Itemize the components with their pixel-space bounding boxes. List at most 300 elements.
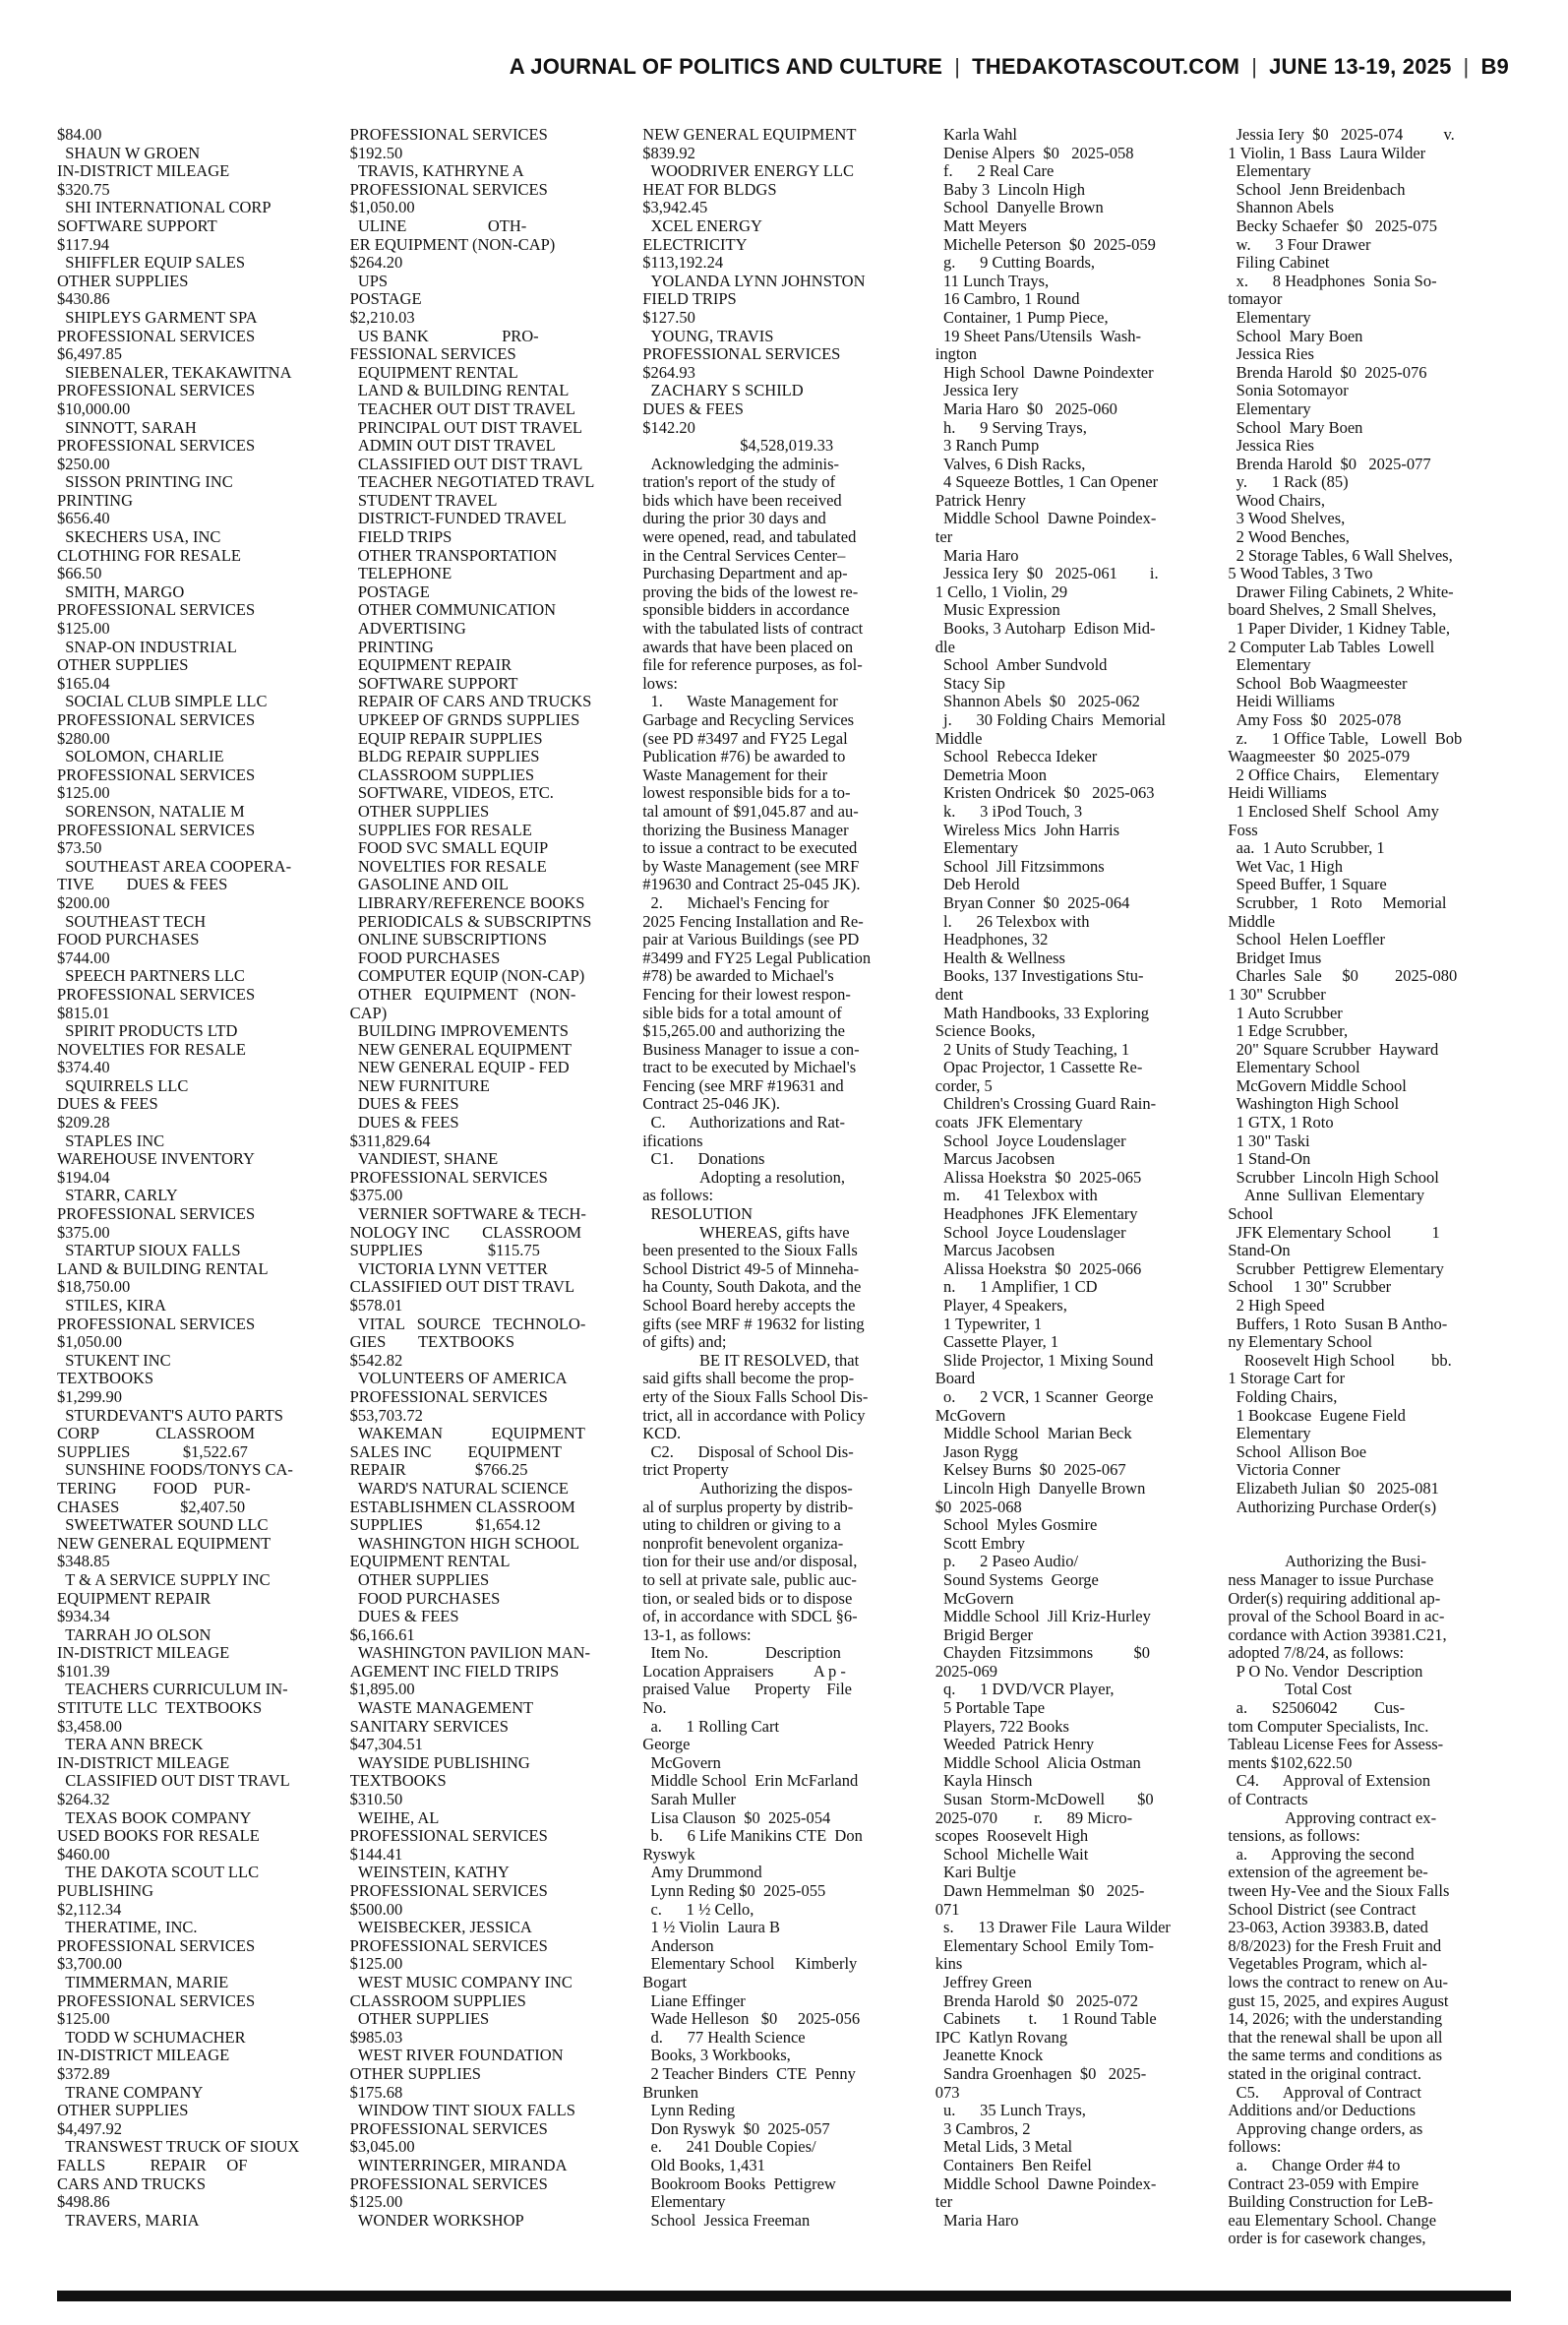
text-line: $264.93 — [642, 362, 695, 382]
text-line: lows: — [642, 673, 678, 693]
text-line: School Helen Loeffler — [1228, 930, 1385, 949]
text-line: as follows: — [642, 1186, 714, 1205]
text-line: b. 6 Life Manikins CTE Don — [642, 1826, 863, 1846]
text-line: LIBRARY/REFERENCE BOOKS — [349, 892, 585, 912]
text-line: SHIPLEYS GARMENT SPA — [57, 307, 258, 327]
text-line: #78) be awarded to Michael's — [642, 966, 834, 986]
text-line: FOOD PURCHASES — [349, 948, 501, 967]
text-line: OTHER COMMUNICATION — [349, 600, 557, 620]
text-line: STARTUP SIOUX FALLS — [57, 1241, 241, 1260]
text-line: Jessia Iery $0 2025-074 v. — [1228, 126, 1455, 144]
text-line: $744.00 — [57, 948, 110, 967]
text-line: Fencing for their lowest respon- — [642, 984, 851, 1004]
text-line: LAND & BUILDING RENTAL — [349, 381, 570, 400]
text-line: Cabinets t. 1 Round Table — [935, 2009, 1157, 2029]
text-line: BUILDING IMPROVEMENTS — [349, 1021, 569, 1041]
text-line: Sarah Muller — [642, 1790, 737, 1809]
text-line: School — [1228, 1204, 1274, 1224]
text-line: School Bob Waagmeester — [1228, 673, 1408, 693]
text-line: FOOD PURCHASES — [57, 930, 200, 949]
text-line: al of surplus property by distrib- — [642, 1497, 854, 1516]
text-line: $2,112.34 — [57, 1899, 122, 1919]
text-line: $280.00 — [57, 728, 110, 748]
text-line: during the prior 30 days and — [642, 509, 826, 528]
text-line: FIELD TRIPS — [349, 527, 452, 547]
text-line: Lincoln High Danyelle Brown — [935, 1478, 1146, 1498]
text-line: TRAVIS, KATHRYNE A — [349, 161, 524, 181]
text-line: $165.04 — [57, 673, 110, 693]
text-line: Tableau License Fees for Assess- — [1228, 1735, 1444, 1754]
text-line: Location Appraisers A p - — [642, 1661, 846, 1681]
text-line: u. 35 Lunch Trays, — [935, 2101, 1086, 2120]
text-line: corder, 5 — [935, 1075, 993, 1095]
text-line: $192.50 — [349, 143, 403, 162]
text-line: tomayor — [1228, 289, 1283, 309]
text-line: 13-1, as follows: — [642, 1624, 752, 1644]
text-line: STURDEVANT'S AUTO PARTS — [57, 1405, 283, 1425]
text-line: w. 3 Four Drawer — [1228, 234, 1371, 254]
text-line: COMPUTER EQUIP (NON-CAP) — [349, 966, 585, 986]
text-line: Liane Effinger — [642, 1990, 746, 2010]
text-line: Middle School Jill Kriz-Hurley — [935, 1607, 1151, 1626]
text-line: Shannon Abels $0 2025-062 — [935, 692, 1140, 711]
text-line: EQUIPMENT REPAIR — [57, 1588, 211, 1608]
text-line: gifts (see MRF # 19632 for listing — [642, 1314, 865, 1333]
text-line: lows the contract to renew on Au- — [1228, 1972, 1448, 1991]
text-line: Jessica Iery — [935, 381, 1019, 400]
text-line: Opac Projector, 1 Cassette Re- — [935, 1058, 1143, 1077]
text-line: SORENSON, NATALIE M — [57, 801, 245, 821]
text-line: P O No. Vendor Description — [1228, 1661, 1423, 1681]
text-line: OTHER SUPPLIES — [57, 655, 189, 675]
text-line: Foss — [1228, 820, 1258, 839]
text-line: PROFESSIONAL SERVICES — [57, 1314, 256, 1333]
text-line: 5 Portable Tape — [935, 1698, 1046, 1718]
text-line: WAKEMAN EQUIPMENT — [349, 1424, 585, 1443]
text-line: Drawer Filing Cabinets, 2 White- — [1228, 581, 1454, 601]
text-line: RESOLUTION — [642, 1204, 754, 1224]
text-line: pair at Various Buildings (see PD — [642, 930, 860, 949]
text-line: CLASSROOM SUPPLIES — [349, 1990, 526, 2010]
text-line: CLASSIFIED OUT DIST TRAVL — [349, 454, 583, 473]
issue-date: JUNE 13-19, 2025 — [1269, 54, 1452, 79]
text-line: Shannon Abels — [1228, 198, 1335, 217]
text-line: g. 9 Cutting Boards, — [935, 253, 1096, 273]
column-3 — [642, 126, 926, 2281]
text-line: Wet Vac, 1 High — [1228, 856, 1343, 876]
text-line: Lynn Reding $0 2025-055 — [642, 1881, 826, 1900]
text-line: PROFESSIONAL SERVICES — [57, 381, 256, 400]
text-line: PROFESSIONAL SERVICES — [349, 1881, 548, 1900]
text-line: PROFESSIONAL SERVICES — [349, 126, 548, 144]
text-line: a. S2506042 Cus- — [1228, 1698, 1406, 1718]
column-2 — [350, 126, 633, 2281]
text-line: IN-DISTRICT MILEAGE — [57, 1752, 230, 1772]
text-line: tom Computer Specialists, Inc. — [1228, 1716, 1429, 1736]
text-line: PRINTING — [349, 637, 434, 656]
text-line: $1,050.00 — [57, 1332, 122, 1352]
text-line: 1 Auto Scrubber — [1228, 1003, 1343, 1022]
text-line: 14, 2026; with the understanding — [1228, 2009, 1443, 2029]
text-line: that the renewal shall be upon all — [1228, 2027, 1443, 2047]
text-line: $125.00 — [57, 2009, 110, 2029]
text-line: DISTRICT-FUNDED TRAVEL — [349, 509, 567, 528]
text-line: PROFESSIONAL SERVICES — [57, 820, 256, 839]
text-line: $113,192.24 — [642, 253, 724, 273]
text-line: Books, 137 Investigations Stu- — [935, 966, 1144, 986]
text-line: SQUIRRELS LLC — [57, 1075, 189, 1095]
text-line: PROFESSIONAL SERVICES — [349, 2118, 548, 2138]
text-line: SKECHERS USA, INC — [57, 527, 221, 547]
text-line: No. — [642, 1698, 667, 1718]
text-line: a. Approving the second — [1228, 1844, 1415, 1864]
text-line: TEACHER NEGOTIATED TRAVL — [349, 472, 595, 492]
text-line: praised Value Property File — [642, 1680, 852, 1699]
text-line: e. 241 Double Copies/ — [642, 2137, 816, 2157]
text-line: Kristen Ondricek $0 2025-063 — [935, 783, 1155, 803]
text-line: Speed Buffer, 1 Square — [1228, 875, 1387, 894]
text-line: VITAL SOURCE TECHNOLO- — [349, 1314, 586, 1333]
header-separator: | — [1463, 54, 1470, 79]
text-line: Elementary — [1228, 1424, 1311, 1443]
text-line: $815.01 — [57, 1003, 110, 1022]
text-line: McGovern — [935, 1588, 1014, 1608]
text-line: CLASSROOM SUPPLIES — [349, 765, 535, 784]
text-line: YOUNG, TRAVIS — [642, 326, 774, 345]
text-line: TIVE DUES & FEES — [57, 875, 228, 894]
text-line: FIELD TRIPS — [642, 289, 737, 309]
text-line: y. 1 Rack (85) — [1228, 472, 1349, 492]
text-line: of Contracts — [1228, 1790, 1308, 1809]
text-line: Middle — [1228, 911, 1276, 931]
website-url[interactable]: THEDAKOTASCOUT.COM — [972, 54, 1240, 79]
text-line: Jessica Ries — [1228, 436, 1314, 456]
text-line: DUES & FEES — [349, 1607, 459, 1626]
text-line: #19630 and Contract 25-045 JK). — [642, 875, 861, 894]
text-line: 2. Michael's Fencing for — [642, 892, 829, 912]
text-line: $125.00 — [349, 2192, 403, 2212]
text-line: $2,210.03 — [349, 307, 415, 327]
text-line: 071 — [935, 1899, 960, 1919]
text-line: Containers Ben Reifel — [935, 2155, 1092, 2174]
text-line: CLOTHING FOR RESALE — [57, 545, 242, 565]
text-line: US BANK PRO- — [349, 326, 539, 345]
text-line: REPAIR OF CARS AND TRUCKS — [349, 692, 592, 711]
text-line: Becky Schaefer $0 2025-075 — [1228, 215, 1437, 235]
text-line: Bogart — [642, 1972, 688, 1991]
text-line: lowest responsible bids for a to- — [642, 783, 851, 803]
text-line: IN-DISTRICT MILEAGE — [57, 2046, 230, 2065]
text-line: n. 1 Amplifier, 1 CD — [935, 1277, 1098, 1297]
text-line: Susan Storm-McDowell $0 — [935, 1790, 1154, 1809]
text-line: said gifts shall become the prop- — [642, 1369, 855, 1388]
text-line: 2 Storage Tables, 6 Wall Shelves, — [1228, 545, 1453, 565]
text-line: EQUIPMENT RENTAL — [349, 1552, 511, 1571]
text-line: $1,895.00 — [349, 1680, 415, 1699]
text-line: Brigid Berger — [935, 1624, 1033, 1644]
text-line: ter — [935, 527, 953, 547]
text-line: TEACHERS CURRICULUM IN- — [57, 1680, 288, 1699]
text-line: 4 Squeeze Bottles, 1 Can Opener — [935, 472, 1159, 492]
text-line: Books, 3 Autoharp Edison Mid- — [935, 619, 1156, 639]
text-line: nonprofit benevolent organiza- — [642, 1533, 844, 1553]
text-line: IN-DISTRICT MILEAGE — [57, 161, 230, 181]
text-line: SMITH, MARGO — [57, 581, 185, 601]
text-line: s. 13 Drawer File Laura Wilder — [935, 1918, 1171, 1937]
text-line: Old Books, 1,431 — [642, 2155, 765, 2174]
text-line: $264.32 — [57, 1790, 110, 1809]
text-line: $934.34 — [57, 1607, 110, 1626]
text-line: WINDOW TINT SIOUX FALLS — [349, 2101, 575, 2120]
text-line: Science Books, — [935, 1021, 1036, 1041]
text-line: PROFESSIONAL SERVICES — [57, 1204, 256, 1224]
text-line: SPIRIT PRODUCTS LTD — [57, 1021, 238, 1041]
text-line: coats JFK Elementary — [935, 1113, 1083, 1132]
text-line: TODD W SCHUMACHER — [57, 2027, 246, 2047]
text-line: School Mary Boen — [1228, 326, 1363, 345]
text-line: SISSON PRINTING INC — [57, 472, 233, 492]
text-line: STITUTE LLC TEXTBOOKS — [57, 1698, 263, 1718]
text-line: Ryswyk — [642, 1844, 695, 1864]
text-line: $4,497.92 — [57, 2118, 122, 2138]
text-line: WEISBECKER, JESSICA — [349, 1918, 532, 1937]
text-line: 3 Cambros, 2 — [935, 2118, 1031, 2138]
text-line: $348.85 — [57, 1552, 110, 1571]
text-line: PRINCIPAL OUT DIST TRAVEL — [349, 417, 582, 437]
text-line: $125.00 — [57, 783, 110, 803]
text-line: TEXAS BOOK COMPANY — [57, 1807, 252, 1827]
column-5 — [1228, 126, 1511, 2281]
text-line: VOLUNTEERS OF AMERICA — [349, 1369, 568, 1388]
text-line: ness Manager to issue Purchase — [1228, 1569, 1434, 1589]
header-separator: | — [1251, 54, 1258, 79]
text-line: z. 1 Office Table, Lowell Bob — [1228, 728, 1463, 748]
text-line: 5 Wood Tables, 3 Two — [1228, 564, 1373, 583]
text-line: tion for their use and/or disposal, — [642, 1552, 858, 1571]
text-line: $15,265.00 and authorizing the — [642, 1021, 845, 1041]
text-line: High School Dawne Poindexter — [935, 362, 1154, 382]
text-line: $200.00 — [57, 892, 110, 912]
text-line: $578.01 — [349, 1296, 403, 1315]
text-line: Board — [935, 1369, 976, 1388]
text-line: McGovern Middle School — [1228, 1075, 1407, 1095]
text-line: PRINTING — [57, 490, 133, 510]
text-line: k. 3 iPod Touch, 3 — [935, 801, 1083, 821]
text-line: ments $102,622.50 — [1228, 1752, 1353, 1772]
text-line: 1 Paper Divider, 1 Kidney Table, — [1228, 619, 1451, 639]
text-line: SOCIAL CLUB SIMPLE LLC — [57, 692, 268, 711]
text-line: SOFTWARE, VIDEOS, ETC. — [349, 783, 554, 803]
text-line: USED BOOKS FOR RESALE — [57, 1826, 260, 1846]
text-line: $3,458.00 — [57, 1716, 122, 1736]
text-line: 1 Bookcase Eugene Field — [1228, 1405, 1406, 1425]
text-line: tensions, as follows: — [1228, 1826, 1360, 1846]
text-line: 1 Edge Scrubber, — [1228, 1021, 1349, 1041]
text-line: PROFESSIONAL SERVICES — [57, 765, 256, 784]
text-line: Anderson — [642, 1935, 714, 1955]
text-line: PROFESSIONAL SERVICES — [349, 1826, 548, 1846]
text-line: WOODRIVER ENERGY LLC — [642, 161, 854, 181]
text-line: 2 Teacher Binders CTE Penny — [642, 2063, 856, 2083]
text-line: WONDER WORKSHOP — [349, 2210, 524, 2230]
text-line: Waste Management for their — [642, 765, 828, 784]
text-line: Fencing (see MRF #19631 and — [642, 1075, 844, 1095]
text-line: $117.94 — [57, 234, 110, 254]
text-line: 2025-069 — [935, 1661, 998, 1681]
text-line: Approving contract ex- — [1228, 1807, 1437, 1827]
text-line: C2. Disposal of School Dis- — [642, 1441, 854, 1461]
text-line: SUPPLIES $1,654.12 — [349, 1515, 541, 1535]
text-line: Music Expression — [935, 600, 1060, 620]
text-line: Kayla Hinsch — [935, 1771, 1033, 1791]
text-line: 1 Enclosed Shelf School Amy — [1228, 801, 1439, 821]
text-line: d. 77 Health Science — [642, 2027, 806, 2047]
text-line: SOUTHEAST AREA COOPERA- — [57, 856, 292, 876]
text-line: School Board hereby accepts the — [642, 1296, 856, 1315]
text-line: 1 Stand-On — [1228, 1149, 1311, 1169]
text-line: $142.20 — [642, 417, 695, 437]
text-line: SPEECH PARTNERS LLC — [57, 966, 245, 986]
text-line: Children's Crossing Guard Rain- — [935, 1094, 1157, 1114]
text-line: PROFESSIONAL SERVICES — [349, 1935, 548, 1955]
text-line: PROFESSIONAL SERVICES — [349, 1386, 548, 1406]
journal-tagline: A JOURNAL OF POLITICS AND CULTURE — [509, 54, 943, 79]
text-line: to issue a contract to be executed — [642, 838, 858, 858]
text-line: order is for casework changes, — [1228, 2229, 1426, 2248]
text-line: $73.50 — [57, 838, 102, 858]
text-line: Business Manager to issue a con- — [642, 1039, 860, 1059]
text-line: CORP CLASSROOM — [57, 1424, 256, 1443]
text-line: DUES & FEES — [349, 1094, 459, 1114]
text-line: VERNIER SOFTWARE & TECH- — [349, 1204, 586, 1224]
text-line: stated in the original contract. — [1228, 2063, 1421, 2083]
text-line: SINNOTT, SARAH — [57, 417, 197, 437]
text-line: PROFESSIONAL SERVICES — [57, 710, 256, 729]
text-line: Scrubber Lincoln High School — [1228, 1167, 1439, 1187]
text-line: Folding Chairs, — [1228, 1386, 1338, 1406]
text-line: Elizabeth Julian $0 2025-081 — [1228, 1478, 1439, 1498]
text-line: Matt Meyers — [935, 215, 1027, 235]
text-line: Slide Projector, 1 Mixing Sound — [935, 1350, 1154, 1370]
text-line: Health & Wellness — [935, 948, 1065, 967]
text-line: $839.92 — [642, 143, 695, 162]
text-line: Elementary — [642, 2192, 726, 2212]
text-line: x. 8 Headphones Sonia So- — [1228, 271, 1437, 290]
text-line: Books, 3 Workbooks, — [642, 2046, 791, 2065]
text-line: Bryan Conner $0 2025-064 — [935, 892, 1130, 912]
text-line: Maria Haro — [935, 2210, 1019, 2230]
text-line: Elementary — [1228, 398, 1311, 418]
text-line: School Mary Boen — [1228, 417, 1363, 437]
text-line: Brunken — [642, 2082, 699, 2102]
text-line: TRAVERS, MARIA — [57, 2210, 200, 2230]
text-line: PROFESSIONAL SERVICES — [349, 179, 548, 199]
text-line: Wood Chairs, — [1228, 490, 1325, 510]
text-line: $209.28 — [57, 1113, 110, 1132]
text-line: OTHER SUPPLIES — [57, 2101, 189, 2120]
text-line: $4,528,019.33 — [642, 436, 834, 456]
text-line: THERATIME, INC. — [57, 1918, 198, 1937]
text-line: 2 High Speed — [1228, 1296, 1325, 1315]
text-line: were opened, read, and tabulated — [642, 527, 857, 547]
text-line: STAPLES INC — [57, 1131, 165, 1150]
text-line: FOOD SVC SMALL EQUIP — [349, 838, 549, 858]
text-line — [1228, 1516, 1511, 1535]
text-line: $194.04 — [57, 1167, 110, 1187]
text-line: proval of the School Board in ac- — [1228, 1607, 1445, 1626]
text-line: $542.82 — [349, 1350, 403, 1370]
page-header — [59, 39, 1509, 94]
text-line: been presented to the Sioux Falls — [642, 1241, 858, 1260]
text-line: School Rebecca Ideker — [935, 747, 1098, 766]
text-line: 3 Ranch Pump — [935, 436, 1040, 456]
text-line: DUES & FEES — [57, 1094, 158, 1114]
text-line: eau Elementary School. Change — [1228, 2210, 1437, 2230]
text-line: Sandra Groenhagen $0 2025- — [935, 2063, 1147, 2083]
text-line: YOLANDA LYNN JOHNSTON — [642, 271, 866, 290]
text-line: PROFESSIONAL SERVICES — [57, 1990, 256, 2010]
text-line: $320.75 — [57, 179, 110, 199]
text-line: Elementary School — [1228, 1058, 1360, 1077]
text-line: PROFESSIONAL SERVICES — [57, 1935, 256, 1955]
text-line: tion, or sealed bids or to dispose — [642, 1588, 853, 1608]
text-line: 11 Lunch Trays, — [935, 271, 1050, 290]
text-line: Contract 23-059 with Empire — [1228, 2173, 1419, 2193]
text-line: THE DAKOTA SCOUT LLC — [57, 1863, 260, 1882]
text-line: Weeded Patrick Henry — [935, 1735, 1095, 1754]
text-line: $985.03 — [349, 2027, 403, 2047]
text-line: Filing Cabinet — [1228, 253, 1330, 273]
text-line: PROFESSIONAL SERVICES — [349, 1167, 548, 1187]
text-line: SOFTWARE SUPPORT — [349, 673, 518, 693]
text-line: NEW GENERAL EQUIP - FED — [349, 1058, 570, 1077]
text-line: School Jenn Breidenbach — [1228, 179, 1406, 199]
text-line: bids which have been received — [642, 490, 842, 510]
text-line: $127.50 — [642, 307, 695, 327]
text-line: 2 Wood Benches, — [1228, 527, 1350, 547]
text-line: $18,750.00 — [57, 1277, 131, 1297]
text-line: SNAP-ON INDUSTRIAL — [57, 637, 237, 656]
text-line: Publication #76) be awarded to — [642, 747, 846, 766]
text-line: TRANSWEST TRUCK OF SIOUX — [57, 2137, 300, 2157]
text-line: Buffers, 1 Roto Susan B Antho- — [1228, 1314, 1448, 1333]
text-line: NOLOGY INC CLASSROOM — [349, 1222, 582, 1242]
text-line: Stacy Sip — [935, 673, 1005, 693]
text-line: Metal Lids, 3 Metal — [935, 2137, 1073, 2157]
text-line: WASTE MANAGEMENT — [349, 1698, 534, 1718]
text-line: LAND & BUILDING RENTAL — [57, 1258, 269, 1278]
text-line: aa. 1 Auto Scrubber, 1 — [1228, 838, 1385, 858]
page-number: B9 — [1480, 54, 1509, 79]
text-line: Sonia Sotomayor — [1228, 381, 1349, 400]
text-line: Middle School Erin McFarland — [642, 1771, 859, 1791]
text-line: SOUTHEAST TECH — [57, 911, 207, 931]
text-line: EQUIPMENT REPAIR — [349, 655, 513, 675]
text-line: School Jessica Freeman — [642, 2210, 811, 2230]
text-line: Victoria Conner — [1228, 1460, 1341, 1480]
text-line: SALES INC EQUIPMENT — [349, 1441, 563, 1461]
text-line: $375.00 — [349, 1186, 403, 1205]
text-line: board Shelves, 2 Small Shelves, — [1228, 600, 1437, 620]
text-line: NEW GENERAL EQUIPMENT — [642, 126, 857, 144]
text-line: VANDIEST, SHANE — [349, 1149, 499, 1169]
text-line: $250.00 — [57, 454, 110, 473]
text-line: TELEPHONE — [349, 564, 452, 583]
text-line: file for reference purposes, as fol- — [642, 655, 863, 675]
text-line: EQUIP REPAIR SUPPLIES — [349, 728, 543, 748]
text-line: School Danyelle Brown — [935, 198, 1104, 217]
text-line: WHEREAS, gifts have — [642, 1222, 850, 1242]
